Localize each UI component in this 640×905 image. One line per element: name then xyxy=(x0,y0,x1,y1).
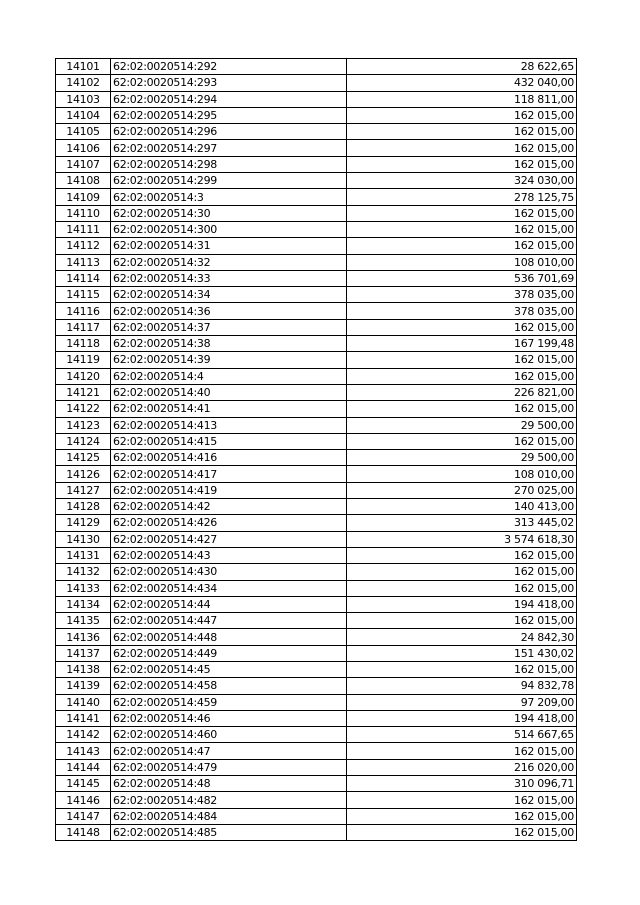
cadastral-number-cell: 62:02:0020514:426 xyxy=(111,515,347,531)
cadastral-number-cell: 62:02:0020514:292 xyxy=(111,59,347,75)
row-number-cell: 14126 xyxy=(56,466,111,482)
cadastral-number-cell: 62:02:0020514:31 xyxy=(111,238,347,254)
value-cell: 3 574 618,30 xyxy=(347,531,577,547)
table-row xyxy=(56,808,577,824)
table-row xyxy=(56,596,577,612)
cadastral-number-cell: 62:02:0020514:46 xyxy=(111,710,347,726)
cadastral-number-cell: 62:02:0020514:48 xyxy=(111,776,347,792)
table-row xyxy=(56,75,577,91)
row-number-cell: 14107 xyxy=(56,156,111,172)
row-number-cell: 14140 xyxy=(56,694,111,710)
value-cell: 108 010,00 xyxy=(347,254,577,270)
row-number-cell: 14124 xyxy=(56,433,111,449)
cadastral-number-cell: 62:02:0020514:434 xyxy=(111,580,347,596)
cadastral-number-cell: 62:02:0020514:417 xyxy=(111,466,347,482)
table-row xyxy=(56,238,577,254)
value-cell: 29 500,00 xyxy=(347,417,577,433)
value-cell: 162 015,00 xyxy=(347,140,577,156)
table-row xyxy=(56,694,577,710)
cadastral-number-cell: 62:02:0020514:47 xyxy=(111,743,347,759)
row-number-cell: 14110 xyxy=(56,205,111,221)
value-cell: 162 015,00 xyxy=(347,547,577,563)
table-row xyxy=(56,417,577,433)
table-row xyxy=(56,336,577,352)
value-cell: 162 015,00 xyxy=(347,107,577,123)
row-number-cell: 14104 xyxy=(56,107,111,123)
row-number-cell: 14128 xyxy=(56,499,111,515)
table-row xyxy=(56,173,577,189)
row-number-cell: 14117 xyxy=(56,319,111,335)
value-cell: 162 015,00 xyxy=(347,124,577,140)
table-row xyxy=(56,319,577,335)
table-row xyxy=(56,368,577,384)
row-number-cell: 14133 xyxy=(56,580,111,596)
cadastral-number-cell: 62:02:0020514:300 xyxy=(111,221,347,237)
value-cell: 28 622,65 xyxy=(347,59,577,75)
table-row xyxy=(56,824,577,840)
cadastral-number-cell: 62:02:0020514:33 xyxy=(111,270,347,286)
row-number-cell: 14127 xyxy=(56,482,111,498)
value-cell: 378 035,00 xyxy=(347,303,577,319)
cadastral-table xyxy=(55,58,577,841)
table-row xyxy=(56,303,577,319)
cadastral-number-cell: 62:02:0020514:38 xyxy=(111,336,347,352)
table-row xyxy=(56,384,577,400)
table-row xyxy=(56,547,577,563)
table-row xyxy=(56,433,577,449)
row-number-cell: 14146 xyxy=(56,792,111,808)
value-cell: 226 821,00 xyxy=(347,384,577,400)
row-number-cell: 14143 xyxy=(56,743,111,759)
cadastral-number-cell: 62:02:0020514:430 xyxy=(111,564,347,580)
value-cell: 270 025,00 xyxy=(347,482,577,498)
row-number-cell: 14139 xyxy=(56,678,111,694)
row-number-cell: 14147 xyxy=(56,808,111,824)
row-number-cell: 14114 xyxy=(56,270,111,286)
table-row xyxy=(56,564,577,580)
row-number-cell: 14118 xyxy=(56,336,111,352)
row-number-cell: 14120 xyxy=(56,368,111,384)
table-row xyxy=(56,661,577,677)
cadastral-number-cell: 62:02:0020514:37 xyxy=(111,319,347,335)
value-cell: 194 418,00 xyxy=(347,596,577,612)
table-row xyxy=(56,482,577,498)
cadastral-number-cell: 62:02:0020514:482 xyxy=(111,792,347,808)
table-row xyxy=(56,499,577,515)
cadastral-number-cell: 62:02:0020514:297 xyxy=(111,140,347,156)
cadastral-number-cell: 62:02:0020514:4 xyxy=(111,368,347,384)
cadastral-number-cell: 62:02:0020514:294 xyxy=(111,91,347,107)
row-number-cell: 14129 xyxy=(56,515,111,531)
row-number-cell: 14135 xyxy=(56,613,111,629)
cadastral-number-cell: 62:02:0020514:299 xyxy=(111,173,347,189)
cadastral-number-cell: 62:02:0020514:45 xyxy=(111,661,347,677)
value-cell: 162 015,00 xyxy=(347,743,577,759)
row-number-cell: 14115 xyxy=(56,287,111,303)
row-number-cell: 14144 xyxy=(56,759,111,775)
cadastral-number-cell: 62:02:0020514:3 xyxy=(111,189,347,205)
value-cell: 324 030,00 xyxy=(347,173,577,189)
row-number-cell: 14137 xyxy=(56,645,111,661)
value-cell: 378 035,00 xyxy=(347,287,577,303)
table-row xyxy=(56,270,577,286)
table-row xyxy=(56,221,577,237)
value-cell: 432 040,00 xyxy=(347,75,577,91)
table-row xyxy=(56,352,577,368)
cadastral-number-cell: 62:02:0020514:293 xyxy=(111,75,347,91)
value-cell: 162 015,00 xyxy=(347,661,577,677)
cadastral-number-cell: 62:02:0020514:40 xyxy=(111,384,347,400)
value-cell: 313 445,02 xyxy=(347,515,577,531)
table-row xyxy=(56,759,577,775)
value-cell: 108 010,00 xyxy=(347,466,577,482)
value-cell: 162 015,00 xyxy=(347,808,577,824)
table-row xyxy=(56,710,577,726)
table-row xyxy=(56,205,577,221)
value-cell: 162 015,00 xyxy=(347,824,577,840)
value-cell: 162 015,00 xyxy=(347,580,577,596)
cadastral-number-cell: 62:02:0020514:416 xyxy=(111,450,347,466)
table-row xyxy=(56,613,577,629)
row-number-cell: 14119 xyxy=(56,352,111,368)
cadastral-number-cell: 62:02:0020514:485 xyxy=(111,824,347,840)
value-cell: 310 096,71 xyxy=(347,776,577,792)
table-row xyxy=(56,743,577,759)
cadastral-number-cell: 62:02:0020514:415 xyxy=(111,433,347,449)
table-row xyxy=(56,107,577,123)
row-number-cell: 14142 xyxy=(56,727,111,743)
row-number-cell: 14105 xyxy=(56,124,111,140)
row-number-cell: 14148 xyxy=(56,824,111,840)
table-row xyxy=(56,59,577,75)
cadastral-number-cell: 62:02:0020514:34 xyxy=(111,287,347,303)
cadastral-number-cell: 62:02:0020514:484 xyxy=(111,808,347,824)
value-cell: 162 015,00 xyxy=(347,221,577,237)
cadastral-number-cell: 62:02:0020514:295 xyxy=(111,107,347,123)
cadastral-number-cell: 62:02:0020514:427 xyxy=(111,531,347,547)
value-cell: 140 413,00 xyxy=(347,499,577,515)
value-cell: 167 199,48 xyxy=(347,336,577,352)
table-row xyxy=(56,629,577,645)
value-cell: 194 418,00 xyxy=(347,710,577,726)
cadastral-number-cell: 62:02:0020514:36 xyxy=(111,303,347,319)
cadastral-number-cell: 62:02:0020514:32 xyxy=(111,254,347,270)
value-cell: 514 667,65 xyxy=(347,727,577,743)
value-cell: 162 015,00 xyxy=(347,238,577,254)
table-row xyxy=(56,531,577,547)
table-row xyxy=(56,678,577,694)
row-number-cell: 14136 xyxy=(56,629,111,645)
table-row xyxy=(56,776,577,792)
table-row xyxy=(56,401,577,417)
table-row xyxy=(56,287,577,303)
row-number-cell: 14132 xyxy=(56,564,111,580)
value-cell: 162 015,00 xyxy=(347,401,577,417)
cadastral-number-cell: 62:02:0020514:43 xyxy=(111,547,347,563)
value-cell: 216 020,00 xyxy=(347,759,577,775)
value-cell: 162 015,00 xyxy=(347,205,577,221)
cadastral-number-cell: 62:02:0020514:39 xyxy=(111,352,347,368)
cadastral-number-cell: 62:02:0020514:419 xyxy=(111,482,347,498)
table-row xyxy=(56,580,577,596)
row-number-cell: 14134 xyxy=(56,596,111,612)
table-row xyxy=(56,450,577,466)
table-row xyxy=(56,466,577,482)
cadastral-number-cell: 62:02:0020514:459 xyxy=(111,694,347,710)
row-number-cell: 14112 xyxy=(56,238,111,254)
row-number-cell: 14130 xyxy=(56,531,111,547)
row-number-cell: 14121 xyxy=(56,384,111,400)
cadastral-number-cell: 62:02:0020514:413 xyxy=(111,417,347,433)
cadastral-number-cell: 62:02:0020514:42 xyxy=(111,499,347,515)
table-row xyxy=(56,792,577,808)
cadastral-number-cell: 62:02:0020514:479 xyxy=(111,759,347,775)
value-cell: 162 015,00 xyxy=(347,156,577,172)
table-row xyxy=(56,124,577,140)
value-cell: 162 015,00 xyxy=(347,368,577,384)
value-cell: 162 015,00 xyxy=(347,433,577,449)
cadastral-number-cell: 62:02:0020514:44 xyxy=(111,596,347,612)
row-number-cell: 14101 xyxy=(56,59,111,75)
value-cell: 162 015,00 xyxy=(347,613,577,629)
cadastral-number-cell: 62:02:0020514:458 xyxy=(111,678,347,694)
value-cell: 278 125,75 xyxy=(347,189,577,205)
table-body xyxy=(56,59,577,841)
table-row xyxy=(56,140,577,156)
table-row xyxy=(56,727,577,743)
cadastral-number-cell: 62:02:0020514:298 xyxy=(111,156,347,172)
row-number-cell: 14116 xyxy=(56,303,111,319)
row-number-cell: 14138 xyxy=(56,661,111,677)
row-number-cell: 14125 xyxy=(56,450,111,466)
value-cell: 162 015,00 xyxy=(347,319,577,335)
row-number-cell: 14102 xyxy=(56,75,111,91)
value-cell: 151 430,02 xyxy=(347,645,577,661)
row-number-cell: 14111 xyxy=(56,221,111,237)
table-row xyxy=(56,91,577,107)
row-number-cell: 14131 xyxy=(56,547,111,563)
table-row xyxy=(56,645,577,661)
table-row xyxy=(56,254,577,270)
cadastral-number-cell: 62:02:0020514:296 xyxy=(111,124,347,140)
row-number-cell: 14109 xyxy=(56,189,111,205)
row-number-cell: 14141 xyxy=(56,710,111,726)
row-number-cell: 14106 xyxy=(56,140,111,156)
value-cell: 118 811,00 xyxy=(347,91,577,107)
cadastral-number-cell: 62:02:0020514:460 xyxy=(111,727,347,743)
cadastral-number-cell: 62:02:0020514:449 xyxy=(111,645,347,661)
value-cell: 94 832,78 xyxy=(347,678,577,694)
row-number-cell: 14108 xyxy=(56,173,111,189)
cadastral-number-cell: 62:02:0020514:447 xyxy=(111,613,347,629)
value-cell: 97 209,00 xyxy=(347,694,577,710)
row-number-cell: 14113 xyxy=(56,254,111,270)
value-cell: 162 015,00 xyxy=(347,564,577,580)
value-cell: 162 015,00 xyxy=(347,352,577,368)
row-number-cell: 14122 xyxy=(56,401,111,417)
row-number-cell: 14123 xyxy=(56,417,111,433)
table-row xyxy=(56,156,577,172)
cadastral-number-cell: 62:02:0020514:41 xyxy=(111,401,347,417)
value-cell: 24 842,30 xyxy=(347,629,577,645)
row-number-cell: 14103 xyxy=(56,91,111,107)
cadastral-number-cell: 62:02:0020514:448 xyxy=(111,629,347,645)
value-cell: 536 701,69 xyxy=(347,270,577,286)
cadastral-number-cell: 62:02:0020514:30 xyxy=(111,205,347,221)
value-cell: 162 015,00 xyxy=(347,792,577,808)
row-number-cell: 14145 xyxy=(56,776,111,792)
value-cell: 29 500,00 xyxy=(347,450,577,466)
table-row xyxy=(56,189,577,205)
table-row xyxy=(56,515,577,531)
